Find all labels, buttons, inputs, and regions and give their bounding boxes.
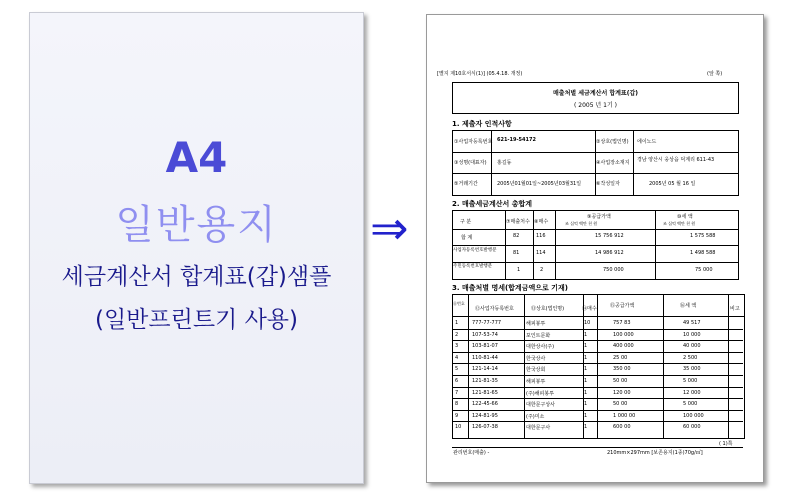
table-row-cnt: 1 <box>584 331 588 338</box>
s2-row-total-count: 82 <box>513 233 520 239</box>
form-period: ( 2005 년 1기 ) <box>574 102 617 109</box>
table-row-divider <box>452 352 743 353</box>
s2-row-biz-sheets: 114 <box>536 250 546 256</box>
s2-units-tax: 조 십억 백만 천 원 <box>663 221 696 226</box>
table-row-reg: 126-07-38 <box>472 424 498 431</box>
table-row-tax: 5 000 <box>683 401 698 408</box>
table-row-supply: 100 000 <box>613 331 634 338</box>
table-row-no: 10 <box>455 424 462 431</box>
table-row-tax: 10 000 <box>683 331 701 338</box>
table-row-tax: 49 517 <box>683 320 701 326</box>
s2-row-biz-count: 81 <box>513 250 520 256</box>
s3-header-cnt: ⑭매수 <box>582 306 597 312</box>
s2-row-biz-tax: 1 498 588 <box>690 250 716 256</box>
table-row-divider <box>452 340 743 341</box>
table-row-reg: 107-53-74 <box>472 331 498 338</box>
table-row-name: 해피봉투 <box>526 321 546 327</box>
s1-value-reg: 621-19-54172 <box>497 137 536 143</box>
s2-row-total-name: 합 계 <box>461 235 473 241</box>
s1-value-company: 에이노드 <box>637 139 657 145</box>
s2-header-tax: ⑩세 액 <box>677 214 693 220</box>
s1-label-reg: ①사업자등록번호 <box>454 139 493 145</box>
s2-header-type: 구 분 <box>460 219 472 225</box>
table-row-no: 5 <box>455 366 459 373</box>
table-row-cnt: 1 <box>584 354 588 361</box>
footer-paper-spec: 210mm×297mm [보존용지(1종)70g/㎡] <box>607 450 703 456</box>
table-row-tax: 5 000 <box>683 378 698 384</box>
table-row-name: 포인트문화 <box>526 332 551 339</box>
table-row-name: 대한상사(주) <box>526 344 555 351</box>
s1-label-address: ④사업장소재지 <box>596 160 630 166</box>
table-row-divider <box>452 398 743 399</box>
table-row-no: 2 <box>455 331 459 338</box>
table-row-supply: 25 00 <box>613 354 628 361</box>
s2-row-total-sheets: 116 <box>536 233 546 239</box>
tax-invoice-form-preview <box>426 14 764 483</box>
table-row-reg: 122-45-66 <box>472 401 498 408</box>
section2-title: 2. 매출세금계산서 총합계 <box>452 200 533 208</box>
table-row-no: 8 <box>455 401 459 408</box>
s3-header-note: 비고 <box>730 306 740 312</box>
left-paper-sheet <box>29 12 364 484</box>
table-row-reg: 110-81-44 <box>472 354 498 361</box>
table-row-tax: 12 000 <box>683 389 701 396</box>
table-row-tax: 100 000 <box>683 412 704 419</box>
table-row-supply: 120 00 <box>613 389 631 396</box>
form-title: 매출처별 세금계산서 합계표(갑) <box>552 90 638 97</box>
s2-row-res-sheets: 2 <box>540 267 544 273</box>
table-row-reg: 777-77-777 <box>472 320 502 326</box>
table-row-name: 해피봉투 <box>526 379 546 385</box>
s2-row-biz-supply: 14 986 912 <box>595 250 624 256</box>
table-row-cnt: 10 <box>584 320 591 326</box>
s1-value-address: 경남 양산시 웅상읍 덕계리 611-43 <box>637 157 715 163</box>
s2-header-sheets: ⑧매수 <box>534 219 549 225</box>
table-row-no: 1 <box>455 320 459 326</box>
sample-subtitle: (일반프린트기 사용) <box>94 307 298 333</box>
table-row-supply: 50 00 <box>613 378 628 384</box>
table-row-name: 한국상사 <box>526 355 546 362</box>
s2-row-res-count: 1 <box>517 267 521 273</box>
table-row-name: 대한문구사 <box>526 425 551 432</box>
table-row-reg: 121-81-65 <box>472 389 498 396</box>
table-row-tax: 40 000 <box>683 343 701 350</box>
table-row-tax: 60 000 <box>683 424 701 431</box>
s2-header-supply: ⑨공급가액 <box>587 214 611 220</box>
s3-header-reg: ⑫사업자등록번호 <box>475 306 514 312</box>
table-row-name: (주)미소 <box>526 413 545 420</box>
s1-label-ceo: ③성명(대표자) <box>454 160 487 166</box>
paper-size-label: A4 <box>165 133 228 182</box>
s1-value-date: 2005년 05 월 16 일 <box>649 181 696 187</box>
table-row-tax: 2 500 <box>683 354 698 361</box>
table-row-no: 7 <box>455 389 459 396</box>
paper-type-label: 일반용지 <box>115 202 278 248</box>
section1-title: 1. 제출자 인적사항 <box>452 120 512 128</box>
s3-header-tax: ⑯세 액 <box>680 303 697 309</box>
s1-label-date: ⑥작성일자 <box>596 181 620 187</box>
s2-units-supply: 조 십억 백만 천 원 <box>565 221 598 226</box>
table-row-reg: 121-14-14 <box>472 366 498 373</box>
s1-value-ceo: 홍길동 <box>497 160 512 166</box>
s2-row-biz-name: 사업자등록번호발행분 <box>453 248 497 253</box>
table-row-reg: 121-81-35 <box>472 378 498 384</box>
table-row-name: (주)해피봉투 <box>526 390 555 397</box>
s2-row-total-tax: 1 575 588 <box>690 233 716 239</box>
table-row-no: 6 <box>455 378 459 384</box>
table-row-supply: 50 00 <box>613 401 628 408</box>
table-row-divider <box>452 329 743 330</box>
sample-title: 세금계산서 합계표(갑)샘플 <box>61 264 332 290</box>
s2-row-total-supply: 15 756 912 <box>595 233 624 239</box>
s1-label-company: ②상호(법인명) <box>596 139 629 145</box>
s1-value-period: 2005년01월01일~2005년03월31일 <box>497 181 582 187</box>
footer-management-no: 관리번호(매출) - <box>453 450 490 456</box>
page-number: ( 1)쪽 <box>719 441 733 447</box>
copy-mark: (앞 쪽) <box>707 71 723 77</box>
s3-header-no: ⑪번호 <box>453 301 465 306</box>
table-row-divider <box>452 421 743 422</box>
table-row-cnt: 1 <box>584 424 588 431</box>
table-row-supply: 757 83 <box>613 320 631 326</box>
table-row-no: 4 <box>455 354 459 361</box>
s1-label-period: ⑤거래기간 <box>454 181 478 187</box>
s2-row-res-supply: 750 000 <box>603 267 624 273</box>
table-row-supply: 400 000 <box>613 343 634 350</box>
table-row-cnt: 1 <box>584 389 588 396</box>
table-row-tax: 35 000 <box>683 366 701 373</box>
s2-row-res-tax: 75 000 <box>695 267 713 273</box>
table-row-cnt: 1 <box>584 343 588 350</box>
table-row-cnt: 1 <box>584 366 588 373</box>
table-row-reg: 124-81-95 <box>472 412 498 419</box>
form-title-box <box>452 82 739 114</box>
table-row-cnt: 1 <box>584 412 588 419</box>
table-row-cnt: 1 <box>584 401 588 408</box>
right-arrow-icon: ⇒ <box>370 201 409 255</box>
table-row-no: 3 <box>455 343 459 350</box>
table-row-divider <box>452 410 743 411</box>
table-row-cnt: 1 <box>584 378 588 384</box>
table-row-name: 한국상회 <box>526 367 546 374</box>
table-row-supply: 350 00 <box>613 366 631 373</box>
table-row-reg: 103-81-07 <box>472 343 498 350</box>
table-row-divider <box>452 387 743 388</box>
form-id: [별지 제10호서식(1)] (05.4.18. 개정) <box>437 71 523 77</box>
table-row-divider <box>452 363 743 364</box>
table-row-no: 9 <box>455 412 459 419</box>
table-row-supply: 600 00 <box>613 424 631 431</box>
table-row-divider <box>452 375 743 376</box>
table-row-name: 대한문구상사 <box>526 402 555 409</box>
s3-header-name: ⑬상호(법인명) <box>531 306 565 312</box>
s2-row-res-name: 주민등록번호발행분 <box>453 264 493 269</box>
s3-header-supply: ⑮공급가액 <box>610 303 635 309</box>
section3-title: 3. 매출처별 명세(합계금액으로 기재) <box>452 284 568 292</box>
s2-header-count: ⑦매출처수 <box>506 219 530 225</box>
table-row-supply: 1 000 00 <box>613 412 636 419</box>
